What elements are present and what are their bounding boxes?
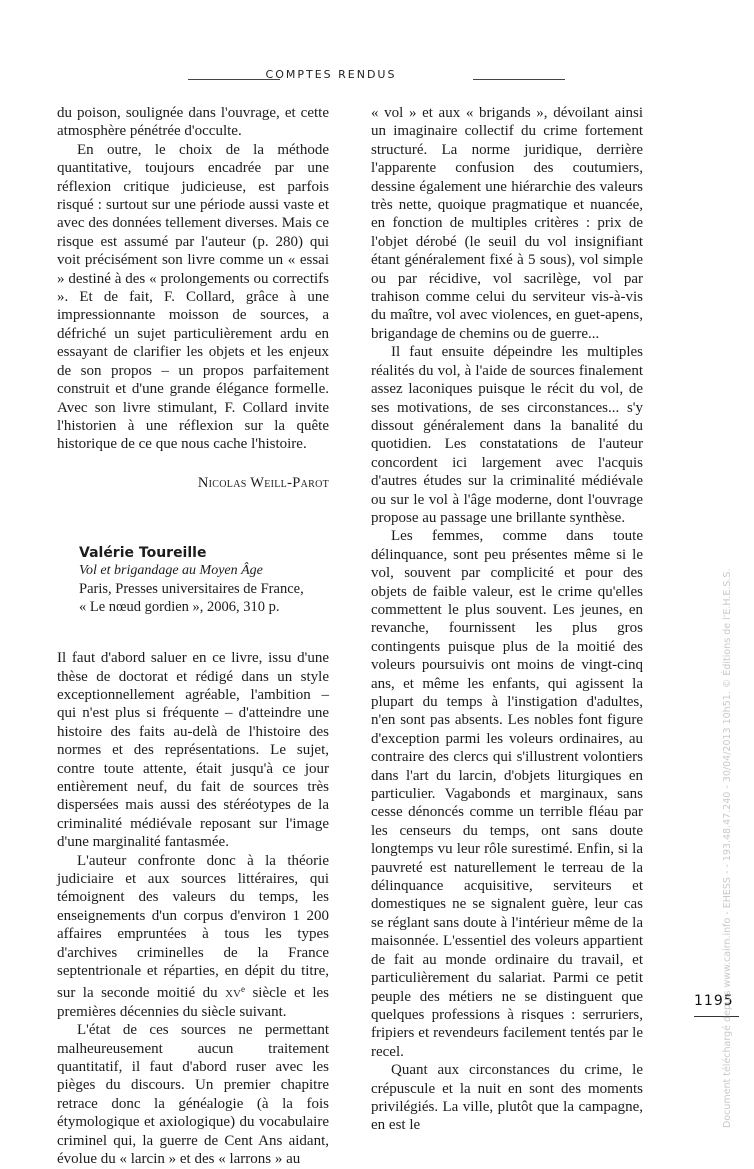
paragraph: Il faut d'abord saluer en ce livre, issu d'une thèse de doctorat et rédigé dans un style exceptionnellement agréable, l'ambition – qui n'est plus si fréquente – d'atteindre une histoire des faits au-delà de l'histoire des normes et des représentations. Le sujet, contre toute attente, était jusqu'à ce jour entièrement neuf, du fait de sources très dispersées mais aussi des stéréotypes de la criminalité médiévale reposant sur l'image d'une marginalité fantasmée.: [57, 650, 329, 851]
header-rule-right: [473, 79, 565, 80]
paragraph: Les femmes, comme dans toute délinquance, sont peu présentes même si le vol, souvent par complicité et pour des objets de faible valeur, est le crime qu'elles commettent le plus souvent. Les jeunes, en revanche, fournissent les plus gros contingents puisque plus de la moitié des voleurs poursuivis ont moins de vingt-cinq ans, et même les enfants, qui agissent la plupart du temps à l'instigation d'adultes, n'en sont pas absents. Les nobles font figure d'exception parmi les voleurs ordinaires, au contraire des clercs qui s'illustrent volontiers dans l'art du larcin, d'objets liturgiques en particulier. Vagabonds et marginaux, sans cesse dénoncés comme un terrible fléau par les censeurs du temps, ont sans doute longtemps vu leur rôle surestimé. Enfin, si la pauvreté est naturellement le terreau de la délinquance acquisitive, serviteurs et domestiques ne se signalent guère, leur cas se réglant sans doute à l'intérieur même de la maisonnée. L'essentiel des voleurs appartient de fait au monde ordinaire du travail, et particulièrement du salariat. Parmi ce petit peuple des métiers ne se distinguent que quelques professions à risques : serruriers, fripiers et revendeurs facilement tentés par le recel.: [371, 528, 643, 1060]
book-author: Valérie Toureille: [79, 545, 207, 562]
book-publisher: Paris, Presses universitaires de France,: [79, 581, 304, 598]
review-signature: Nicolas Weill-Parot: [197, 474, 329, 491]
left-column: [57, 104, 329, 1169]
page-number: 1195: [694, 993, 734, 1009]
paragraph-century: [57, 852, 329, 1022]
book-series: « Le nœud gordien », 2006, 310 p.: [79, 599, 280, 616]
running-header: COMPTES RENDUS: [265, 68, 397, 81]
paragraph: du poison, soulignée dans l'ouvrage, et cette atmosphère pénétrée d'occulte.: [57, 105, 329, 140]
paragraph: Quant aux circonstances du crime, le crépuscule et la nuit en sont des moments privilégiés. La ville, plutôt que la campagne, en est le: [371, 1062, 643, 1134]
paragraph: En outre, le choix de la méthode quantitative, toujours encadrée par une réflexion critique judicieuse, est parfois risqué : surtout sur une période aussi vaste et avec des données tellement diverses. Mais ce risque est assumé par l'auteur (p. 280) qui voit précisément son livre comme un « essai » destiné à des « prolongements ou correctifs ». Et de fait, F. Collard, grâce à une impressionnante moisson de sources, a défriché un sujet particulièrement ardu en essayant de clarifier les objets et les enjeux de son propos – un propos parfaitement construit et d'une grande élégance formelle. Avec son livre stimulant, F. Collard invite l'historien à une réflexion sur la quête historique de ce que nous cache l'histoire.: [57, 141, 329, 453]
book-title: Vol et brigandage au Moyen Âge: [79, 563, 263, 579]
book-reference: [79, 544, 329, 616]
paragraph: « vol » et aux « brigands », dévoilant ainsi un imaginaire collectif du crime fortement structuré. La norme juridique, derrière l'apparente confusion des coutumiers, dessine également une hiérarchie des valeurs très nette, quoique pragmatique et nuancée, en fonction de multiples critères : prix de l'objet dérobé (le seuil du vol insignifiant étant généralement fixé à 5 sous), vol simple ou par récidive, vol sacrilège, vol par trahison comme celui du serviteur vis-à-vis du maître, vol avec violences, en guet-apens, brigandage de chemins ou de guerre...: [371, 105, 643, 342]
paragraph-text: L'auteur confronte donc à la théorie judiciaire et aux sources littéraires, qui témoignent des valeurs du temps, les enseignements d'un corpus d'environ 1 200 affaires empruntées à tous les types d'archives criminelles de la France septentrionale et réparties, en dépit du titre, sur la seconde moitié du: [57, 852, 329, 1002]
download-watermark: Document téléchargé depuis www.cairn.info - EHESS - - 193.48.47.240 - 30/04/2013 10h51. © Éditions de l'E.H.E.S.S.: [722, 568, 733, 1128]
right-column: [371, 104, 643, 1135]
paragraph: Il faut ensuite dépeindre les multiples réalités du vol, à l'aide de sources finalement assez laconiques puisque le récit du vol, de ses motivations, de ses circonstances... s'y dissout généralement dans la banalité du quotidien. Les constatations de l'auteur concordent ici largement avec l'acquis d'autres études sur la criminalité médiévale ou sur le vol à l'âge moderne, dont l'ouvrage propose au passage une brillante synthèse.: [371, 344, 643, 526]
century-superscript: e: [240, 984, 245, 995]
paragraph-text: siècle et les premières décennies du siècle suivant.: [57, 985, 329, 1020]
century-numeral: xv: [225, 985, 241, 1002]
paragraph: L'état de ces sources ne permettant malheureusement aucun traitement quantitatif, il faut d'abord ruser avec les pièges du discours. Un premier chapitre retrace donc la généalogie (à la fois étymologique et axiologique) du vocabulaire criminel qui, la guerre de Cent Ans aidant, évolue du « larcin » et des « larrons » au: [57, 1022, 329, 1168]
